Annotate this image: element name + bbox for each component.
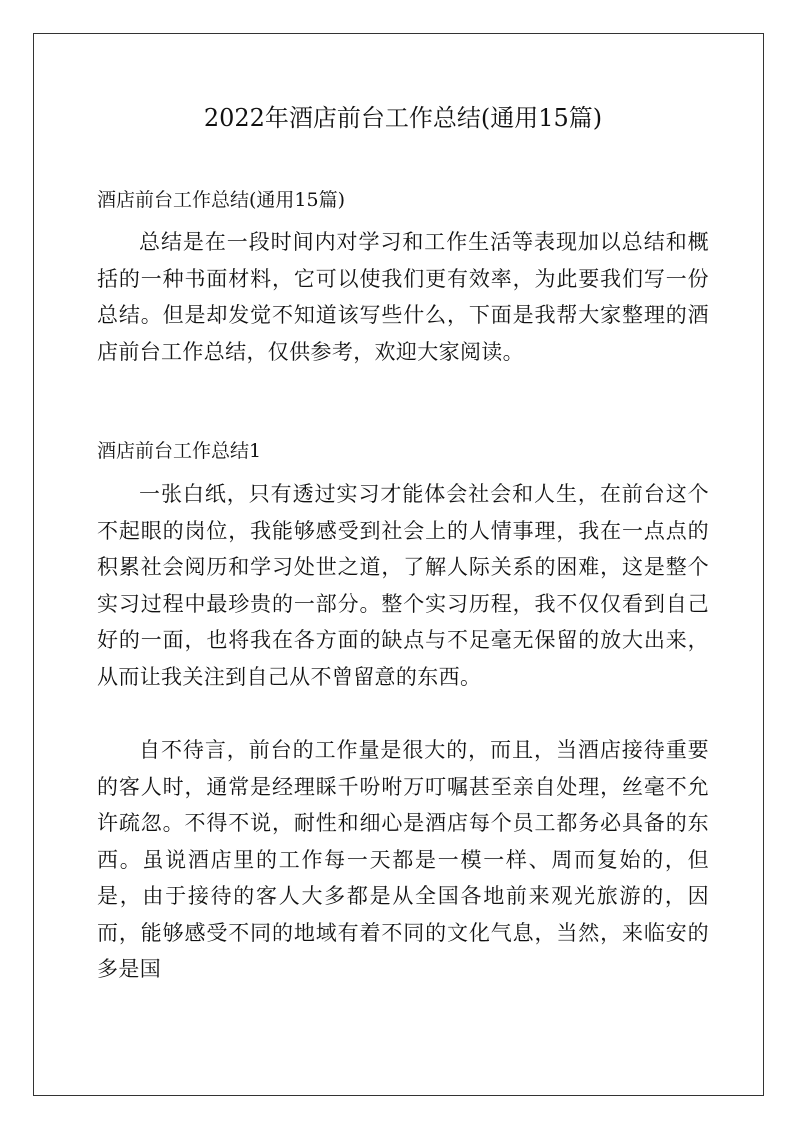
document-subtitle: 酒店前台工作总结(通用15篇) [97, 189, 346, 211]
intro-paragraph: 总结是在一段时间内对学习和工作生活等表现加以总结和概括的一种书面材料，它可以使我们更有效率，为此要我们写一份总结。但是却发觉不知道该写些什么，下面是我帮大家整理的酒店前台工作总结，仅供参考，欢迎大家阅读。 [97, 230, 709, 364]
document-title: 2022年酒店前台工作总结(通用15篇) [203, 104, 603, 132]
section-paragraph-1: 一张白纸，只有透过实习才能体会社会和人生，在前台这个不起眼的岗位，我能够感受到社会上的人情事理，我在一点点的积累社会阅历和学习处世之道，了解人际关系的困难，这是整个实习过程中最珍贵的一部分。整个实习历程，我不仅仅看到自己好的一面，也将我在各方面的缺点与不足毫无保留的放大出来，从而让我关注到自己从不曾留意的东西。 [97, 482, 709, 689]
section-paragraph-2: 自不待言，前台的工作量是很大的，而且，当酒店接待重要的客人时，通常是经理睬千吩咐万叮嘱甚至亲自处理，丝毫不允许疏忽。不得不说，耐性和细心是酒店每个员工都务必具备的东西。虽说酒店里的工作每一天都是一模一样、周而复始的，但是，由于接待的客人大多都是从全国各地前来观光旅游的，因而，能够感受不同的地域有着不同的文化气息，当然，来临安的多是国 [97, 738, 709, 981]
section-heading: 酒店前台工作总结1 [97, 440, 262, 462]
